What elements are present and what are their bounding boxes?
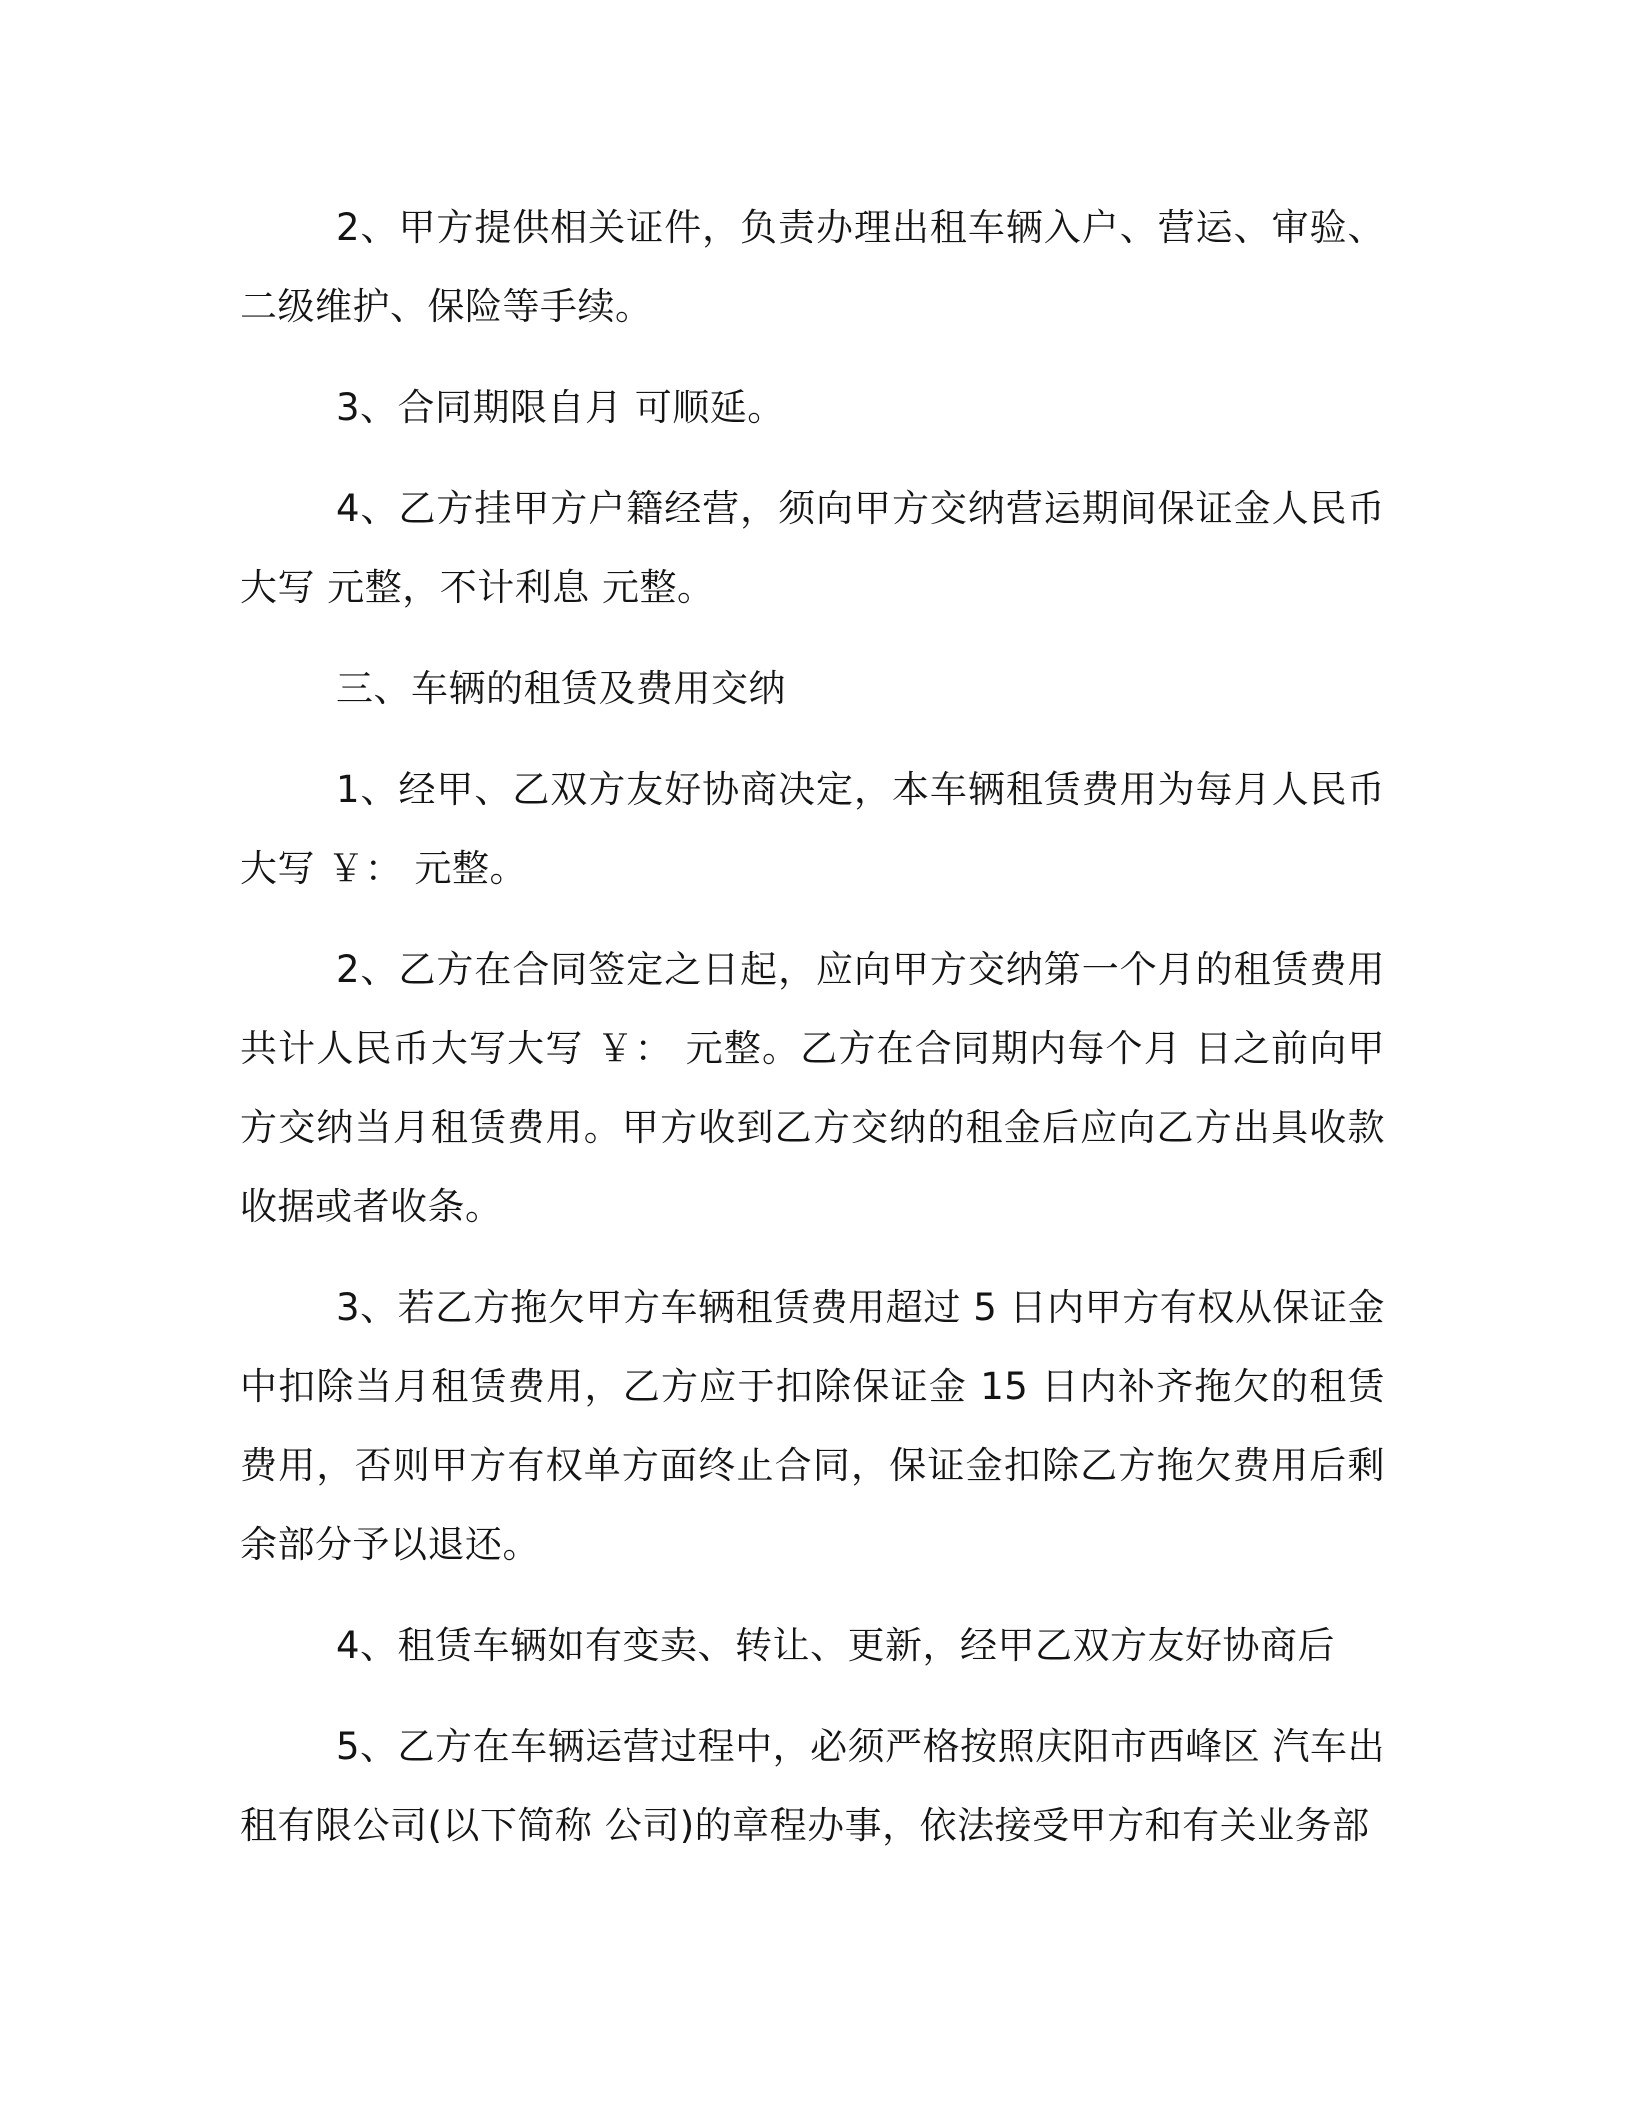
- rental-clause-2-payment: 2、乙方在合同签定之日起，应向甲方交纳第一个月的租赁费用共计人民币大写大写 ￥： 元整。乙方在合同期内每个月 日之前向甲方交纳当月租赁费用。甲方收到乙方交纳的租金后应向乙方出具收款收据或者收条。: [240, 948, 1385, 1228]
- clause-4-deposit: 4、乙方挂甲方户籍经营，须向甲方交纳营运期间保证金人民币大写 元整，不计利息 元整。: [240, 487, 1385, 609]
- clause-3-term: 3、合同期限自月 可顺延。: [336, 386, 785, 429]
- rental-clause-4-transfer: 4、租赁车辆如有变卖、转让、更新，经甲乙双方友好协商后: [336, 1624, 1336, 1667]
- document-body: [240, 188, 1385, 1887]
- rental-clause-5-operation: 5、乙方在车辆运营过程中，必须严格按照庆阳市西峰区 汽车出租有限公司(以下简称 公司)的章程办事，依法接受甲方和有关业务部: [240, 1725, 1385, 1847]
- rental-clause-3-arrears: 3、若乙方拖欠甲方车辆租赁费用超过 5 日内甲方有权从保证金中扣除当月租赁费用，乙方应于扣除保证金 15 日内补齐拖欠的租赁费用，否则甲方有权单方面终止合同，保证金扣除乙方拖欠费用后剩余部分予以退还。: [240, 1286, 1385, 1566]
- rental-clause-1-fee: 1、经甲、乙双方友好协商决定，本车辆租赁费用为每月人民币大写 ￥： 元整。: [240, 768, 1385, 890]
- section-3-heading: 三、车辆的租赁及费用交纳: [336, 667, 786, 710]
- clause-2-documents: 2、甲方提供相关证件，负责办理出租车辆入户、营运、审验、二级维护、保险等手续。: [240, 206, 1385, 328]
